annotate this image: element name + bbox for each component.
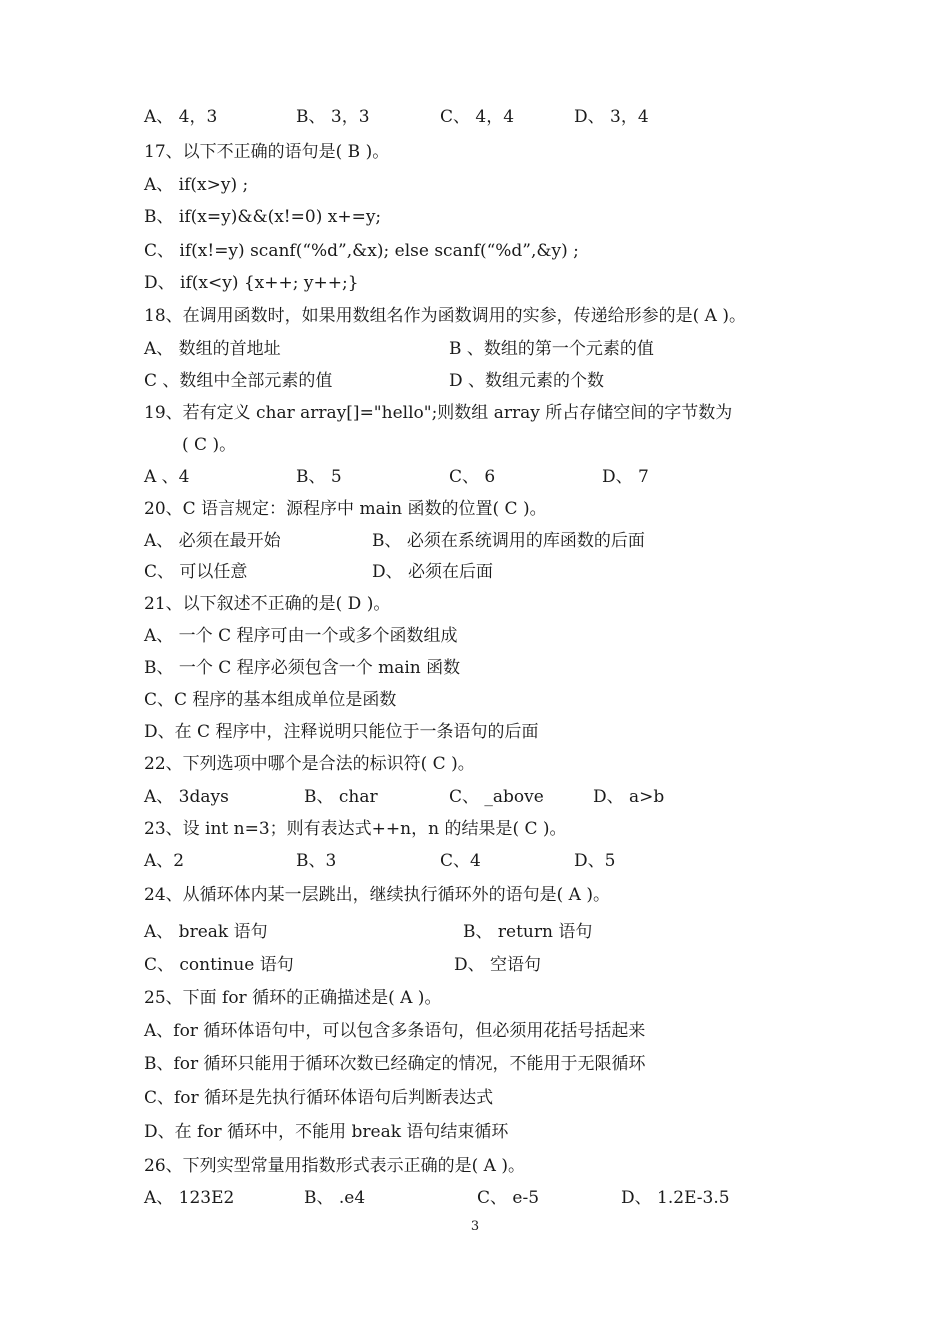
question-line: B、 if(x=y)&&(x!=0) x+=y;	[144, 207, 382, 227]
question-line: C、for 循环是先执行循环体语句后判断表达式	[144, 1088, 494, 1108]
answer-option: D、 7	[602, 467, 649, 487]
answer-option: C、 6	[449, 467, 496, 487]
answer-option: D、5	[574, 851, 616, 871]
question-line: 19、若有定义 char array[]="hello";则数组 array 所占存储空间的字节数为	[144, 403, 733, 423]
question-line: 22、下列选项中哪个是合法的标识符( C )。	[144, 754, 475, 774]
answer-option: A 、4	[144, 467, 190, 487]
question-line: D、 if(x<y) {x++; y++;}	[144, 273, 359, 293]
answer-option: C、 _above	[449, 787, 544, 807]
answer-option: A、 必须在最开始	[144, 531, 281, 551]
answer-option: B、 char	[304, 787, 378, 807]
question-line: 18、在调用函数时，如果用数组名作为函数调用的实参，传递给形参的是( A )。	[144, 306, 746, 326]
question-continuation: ( C )。	[182, 435, 237, 455]
answer-option: A、2	[144, 851, 185, 871]
answer-option: A、 4，3	[144, 107, 218, 127]
answer-option: D、 必须在后面	[372, 562, 494, 582]
question-line: B、 一个 C 程序必须包含一个 main 函数	[144, 658, 461, 678]
question-line: 20、C 语言规定：源程序中 main 函数的位置( C )。	[144, 499, 547, 519]
question-line: A、 if(x>y) ;	[144, 175, 249, 195]
answer-option: B、 .e4	[304, 1188, 366, 1208]
question-line: 21、以下叙述不正确的是( D )。	[144, 594, 391, 614]
answer-option: B、 3，3	[296, 107, 370, 127]
question-line: 25、下面 for 循环的正确描述是( A )。	[144, 988, 442, 1008]
answer-option: D、 空语句	[454, 955, 542, 975]
answer-option: B、3	[296, 851, 337, 871]
answer-option: B、 return 语句	[463, 922, 593, 942]
question-line: A、for 循环体语句中，可以包含多条语句，但必须用花括号括起来	[144, 1021, 646, 1041]
question-line: C、C 程序的基本组成单位是函数	[144, 690, 397, 710]
answer-option: A、 break 语句	[144, 922, 268, 942]
question-line: B、for 循环只能用于循环次数已经确定的情况，不能用于无限循环	[144, 1054, 646, 1074]
question-line: 26、下列实型常量用指数形式表示正确的是( A )。	[144, 1156, 525, 1176]
question-line: D、在 for 循环中，不能用 break 语句结束循环	[144, 1122, 509, 1142]
answer-option: C 、数组中全部元素的值	[144, 371, 333, 391]
answer-option: C、 continue 语句	[144, 955, 294, 975]
answer-option: C、 e-5	[477, 1188, 540, 1208]
question-line: 24、从循环体内某一层跳出，继续执行循环外的语句是( A )。	[144, 885, 610, 905]
question-line: A、 一个 C 程序可由一个或多个函数组成	[144, 626, 458, 646]
question-line: C、 if(x!=y) scanf(“%d”,&x); else scanf(“%d”,&y) ;	[144, 241, 579, 261]
question-line: 23、设 int n=3；则有表达式++n，n 的结果是( C )。	[144, 819, 567, 839]
answer-option: D、 1.2E-3.5	[621, 1188, 730, 1208]
answer-option: B 、数组的第一个元素的值	[449, 339, 654, 359]
answer-option: C、 4，4	[440, 107, 515, 127]
answer-option: A、 数组的首地址	[144, 339, 281, 359]
answer-option: C、4	[440, 851, 481, 871]
answer-option: D、 3，4	[574, 107, 649, 127]
answer-option: B、 5	[296, 467, 342, 487]
question-line: 17、以下不正确的语句是( B )。	[144, 142, 390, 162]
question-line: D、在 C 程序中，注释说明只能位于一条语句的后面	[144, 722, 539, 742]
answer-option: A、 123E2	[144, 1188, 235, 1208]
answer-option: B、 必须在系统调用的库函数的后面	[372, 531, 645, 551]
answer-option: C、 可以任意	[144, 562, 248, 582]
answer-option: D 、数组元素的个数	[449, 371, 605, 391]
answer-option: A、 3days	[144, 787, 229, 807]
page-number: 3	[470, 1219, 480, 1234]
answer-option: D、 a>b	[593, 787, 665, 807]
